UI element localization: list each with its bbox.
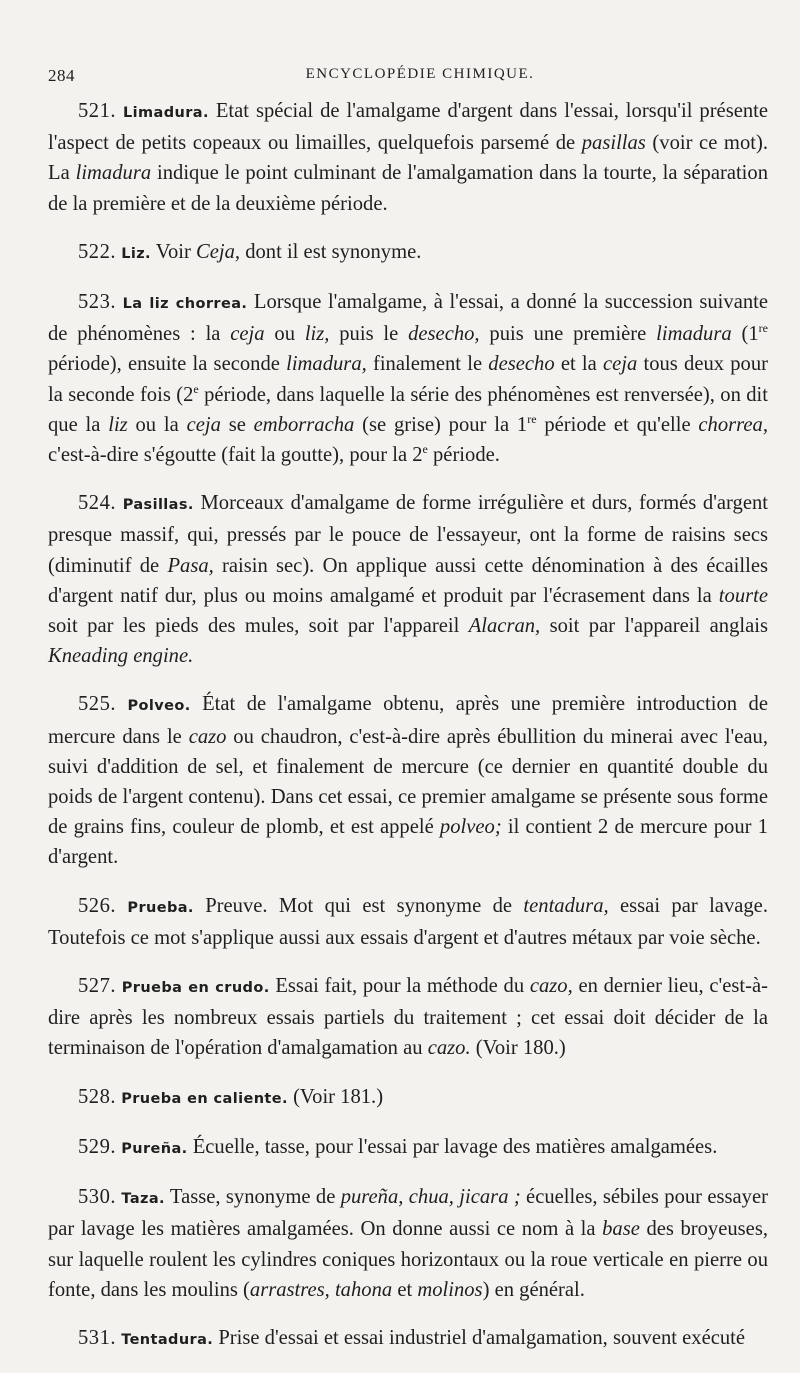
entry-italic: liz,: [304, 323, 330, 346]
running-head: [48, 66, 752, 88]
entry-text: ou: [264, 323, 305, 346]
entry-522: [48, 237, 768, 269]
entry-text: raisin sec). On applique aussi cette dénomination à des écailles d'argent natif dur, plus ou moins amalgamé et produit par l'écrasement dans la: [48, 554, 768, 607]
entry-text: et: [392, 1278, 418, 1301]
entry-text: Preuve. Mot qui est synonyme de: [193, 894, 524, 917]
superscript: e: [193, 381, 199, 396]
entry-term: Pasillas.: [122, 497, 194, 514]
entry-text: (Voir 181.): [287, 1085, 384, 1108]
entry-text: période et qu'elle: [536, 413, 699, 436]
entry-term: La liz chorrea.: [122, 296, 248, 313]
entry-text: dont il est synonyme.: [240, 240, 422, 263]
entry-text: en dernier lieu, c'est-à-dire après les nombreux essais partiels du traitement ; cet essai doit décider de la terminaison de l'opération d'amalgamation au: [48, 975, 769, 1060]
entry-text: Écuelle, tasse, pour l'essai par lavage des matières amalgamées.: [187, 1135, 718, 1158]
entry-text: puis une première: [479, 323, 657, 346]
entry-italic: Kneading engine.: [48, 645, 194, 668]
entry-523: [48, 287, 768, 470]
entry-text: ) en général.: [482, 1278, 585, 1301]
entry-text: période.: [427, 444, 500, 467]
entry-528: [48, 1082, 768, 1114]
entry-531: [48, 1323, 768, 1355]
entry-text: tous deux pour la seconde fois (2: [48, 353, 768, 406]
entry-text: essai par lavage. Toutefois ce mot s'applique aussi aux essais d'argent et d'autres métaux par voie sèche.: [48, 894, 768, 949]
entry-text: Essai fait, pour la méthode du: [269, 975, 530, 998]
entry-527: [48, 971, 768, 1064]
entry-text: c'est-à-dire s'égoutte (fait la goutte), pour la 2: [48, 444, 423, 467]
entry-term: Taza.: [121, 1191, 165, 1208]
superscript: re: [758, 321, 768, 336]
entry-number: 530.: [78, 1186, 117, 1209]
entry-italic: ceja: [230, 323, 265, 346]
entry-text: (voir ce mot). La: [48, 132, 768, 185]
entry-italic: pureña, chua, jicara ;: [340, 1186, 521, 1209]
entry-text: Prise d'essai et essai industriel d'amalgamation, souvent exécuté: [213, 1326, 746, 1349]
entry-text: (se grise) pour la 1: [354, 413, 528, 436]
entry-term: Prueba en crudo.: [121, 980, 270, 997]
entry-text: des broyeuses, sur laquelle roulent les cylindres coniques horizontaux ou la roue verticale en pierre ou fonte, dans les moulins (: [48, 1218, 768, 1301]
entry-italic: tentadura,: [523, 894, 609, 917]
entries: [48, 96, 768, 1373]
entry-number: 529.: [78, 1135, 117, 1158]
entry-number: 531.: [78, 1326, 117, 1349]
entry-text: période, dans laquelle la série des phénomènes est renversée), on dit que la: [48, 383, 768, 436]
entry-italic: cazo: [188, 725, 227, 748]
entry-term: Pureña.: [121, 1140, 188, 1157]
entry-term: Liz.: [121, 245, 151, 262]
entry-italic: limadura,: [286, 353, 367, 376]
entry-number: 526.: [78, 894, 117, 917]
entry-italic: molinos: [417, 1278, 483, 1301]
entry-number: 525.: [78, 693, 117, 716]
entry-italic: tourte: [718, 584, 768, 607]
entry-number: 522.: [78, 240, 117, 263]
entry-530: [48, 1182, 768, 1305]
entry-term: Limadura.: [123, 105, 209, 121]
entry-italic: Ceja,: [196, 240, 241, 263]
entry-italic: desecho,: [408, 323, 480, 346]
entry-text: puis le: [329, 323, 409, 346]
entry-number: 527.: [78, 975, 117, 998]
entry-text: indique le point culminant de l'amalgamation dans la tourte, la séparation de la première et de la deuxième période.: [48, 162, 768, 215]
entry-text: Tasse, synonyme de: [164, 1186, 341, 1209]
entry-521: [48, 96, 768, 219]
entry-text: soit par l'appareil anglais: [540, 615, 768, 638]
entry-term: Polveo.: [127, 698, 191, 715]
entry-number: 524.: [78, 492, 117, 515]
entry-text: période), ensuite la seconde: [48, 353, 287, 376]
entry-text: ou chaudron, c'est-à-dire après ébullition du minerai avec l'eau, suivi d'addition de sel, et finalement de mercure (ce dernier en quantité double du poids de l'argent contenu). Dans cet essai, ce premier amalgame se présente sous forme de grains fins, couleur de plomb, et est appelé: [48, 725, 768, 839]
entry-number: 521.: [78, 100, 117, 122]
entry-italic: chorrea,: [698, 413, 768, 436]
entry-text: il contient 2 de mercure pour 1 d'argent.: [48, 816, 768, 869]
entry-525: [48, 689, 768, 872]
entry-italic: limadura: [656, 323, 732, 346]
entry-number: 528.: [78, 1085, 117, 1108]
running-title: ENCYCLOPÉDIE CHIMIQUE.: [305, 66, 535, 82]
entry-text: Lorsque l'amalgame, à l'essai, a donné la succession suivante de phénomènes : la: [48, 291, 768, 346]
entry-italic: polveo;: [439, 816, 502, 839]
entry-italic: base: [602, 1218, 640, 1241]
entry-number: 523.: [78, 291, 117, 314]
entry-italic: liz: [108, 413, 128, 436]
entry-529: [48, 1132, 768, 1164]
entry-text: Morceaux d'amalgame de forme irrégulière et durs, formés d'argent presque massif, qui, pressés par le pouce de l'essayeur, ont la forme de raisins secs (diminutif de: [48, 492, 768, 577]
superscript: re: [527, 411, 537, 426]
entry-term: Tentadura.: [121, 1331, 214, 1348]
entry-italic: ceja: [602, 353, 638, 376]
entry-italic: arrastres, tahona: [249, 1278, 393, 1301]
entry-text: (Voir 180.): [470, 1037, 566, 1060]
entry-italic: ceja: [186, 413, 221, 436]
entry-italic: Alacran,: [468, 615, 541, 638]
entry-text: et la: [554, 353, 603, 376]
entry-524: [48, 488, 768, 671]
entry-term: Prueba en caliente.: [121, 1090, 288, 1107]
page-number: 284: [48, 66, 75, 85]
entry-italic: emborracha: [253, 413, 355, 436]
entry-text: Etat spécial de l'amalgame d'argent dans l'essai, lorsqu'il présente l'aspect de petits copeaux ou limailles, quelquefois parsemé de: [48, 100, 769, 155]
entry-text: soit par les pieds des mules, soit par l'appareil: [48, 615, 469, 638]
entry-italic: Pasa,: [167, 554, 214, 577]
entry-term: Prueba.: [127, 899, 194, 916]
entry-italic: cazo.: [427, 1037, 471, 1060]
entry-italic: cazo,: [529, 975, 573, 998]
entry-italic: desecho: [488, 353, 555, 376]
entry-text: finalement le: [366, 353, 489, 376]
entry-text: (1: [731, 323, 759, 346]
entry-text: ou la: [127, 413, 187, 436]
entry-text: Voir: [150, 240, 196, 263]
superscript: e: [422, 442, 428, 457]
entry-italic: pasillas: [581, 132, 646, 155]
entry-526: [48, 891, 768, 953]
entry-text: État de l'amalgame obtenu, après une première introduction de mercure dans le: [48, 693, 768, 748]
entry-text: se: [220, 413, 254, 436]
entry-text: écuelles, sébiles pour essayer par lavage les matières amalgamées. On donne aussi ce nom à la: [48, 1186, 768, 1241]
entry-italic: limadura: [75, 162, 152, 185]
